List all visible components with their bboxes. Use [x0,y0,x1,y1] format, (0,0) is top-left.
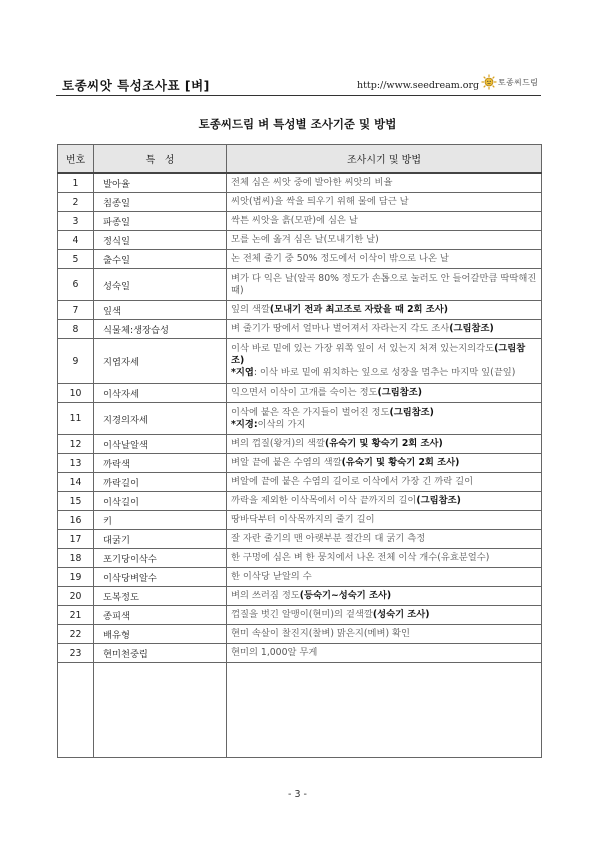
row-method [227,606,542,625]
row-trait: 포기당이삭수 [94,549,227,568]
empty-row [58,663,542,758]
table-body [58,173,542,758]
method-text: (모내기 전과 최고조로 자랐을 때 2회 조사) [269,304,448,315]
row-number: 23 [58,644,94,663]
header-method: 조사시기 및 방법 [227,145,542,174]
method-text: 현미 속살이 찰진지(찰벼) 맑은지(메벼) 확인 [231,628,411,639]
row-method [227,492,542,511]
table-row [58,435,542,454]
row-number: 20 [58,587,94,606]
row-method [227,530,542,549]
method-text: 벼의 껍질(왕겨)의 색깔 [231,438,325,449]
row-method [227,511,542,530]
method-text: 잘 자란 줄기의 맨 아랫부분 절간의 대 굵기 측정 [231,533,426,544]
method-text: 껍질을 벗긴 알맹이(현미)의 겉색깔 [231,609,373,620]
table-row [58,250,542,269]
trait-method-table [57,144,542,758]
method-text: 만큼 딱딱해진 때) [231,272,537,296]
table-row [58,587,542,606]
row-method [227,473,542,492]
row-method [227,549,542,568]
method-text: (성숙기 조사) [372,609,430,620]
row-method [227,587,542,606]
row-number: 18 [58,549,94,568]
row-trait: 이삭당벼알수 [94,568,227,587]
row-number: 22 [58,625,94,644]
row-trait: 이삭날알색 [94,435,227,454]
table-row [58,606,542,625]
table-row [58,384,542,403]
row-trait: 파종일 [94,212,227,231]
brand-logo [481,74,541,92]
row-number: 2 [58,193,94,212]
row-method [227,568,542,587]
row-method [227,625,542,644]
table-row [58,511,542,530]
row-method [227,212,542,231]
method-text: (등숙기~성숙기 조사) [299,590,392,601]
method-text: (유숙기 및 황숙기 2회 조사) [325,438,443,449]
row-number: 11 [58,403,94,435]
method-text: 각도 [476,343,495,354]
row-number: 12 [58,435,94,454]
row-method [227,454,542,473]
table-row [58,625,542,644]
method-text: 이삭 바로 밑에 있는 가장 위쪽 잎이 서 있는지 처져 있는지의 [231,343,477,354]
method-text: *지엽 [231,367,254,378]
row-number: 17 [58,530,94,549]
header-number: 번호 [58,145,94,174]
row-method [227,250,542,269]
logo-text: 토종씨드림 [498,78,539,87]
row-method [227,193,542,212]
table-row [58,549,542,568]
method-text: 모를 논에 옮겨 심은 날(모내기한 날) [231,234,379,245]
empty-cell [94,663,227,758]
table-row [58,339,542,384]
empty-cell [227,663,542,758]
row-number: 21 [58,606,94,625]
method-text: 벼가 다 익은 날(알곡 80% 정도가 손톱으로 눌러도 안 들어갈 [231,272,480,284]
table-row [58,492,542,511]
row-number: 16 [58,511,94,530]
method-text: 전체 심은 씨앗 중에 발아한 씨앗의 비율 [231,177,393,188]
method-text: 벼알 끝에 붙은 수염의 색깔 [231,457,342,468]
method-text: 이삭에 붙은 작은 가지들이 벌어진 정도 [231,406,390,418]
row-number: 6 [58,269,94,301]
table-row [58,212,542,231]
method-text: 벼알에 끝에 붙은 수염의 길이로 이삭에서 가장 긴 까락 길이 [231,476,474,487]
table-row [58,320,542,339]
row-number: 3 [58,212,94,231]
row-method [227,384,542,403]
method-text: 익으면서 이삭이 고개를 숙이는 정도 [231,387,378,398]
row-trait: 대굵기 [94,530,227,549]
method-text: 한 이삭당 낟알의 수 [231,571,312,582]
method-text: : 이삭 바로 밑에 위치하는 잎으로 성장을 멈추는 마지막 잎(끝잎) [253,367,516,378]
table-row [58,403,542,435]
table-row [58,473,542,492]
row-method [227,173,542,193]
row-number: 15 [58,492,94,511]
row-trait: 성숙일 [94,269,227,301]
row-number: 9 [58,339,94,384]
table-row [58,568,542,587]
row-trait: 도복정도 [94,587,227,606]
table-row [58,269,542,301]
row-number: 8 [58,320,94,339]
method-text: (유숙기 및 황숙기 2회 조사) [341,457,460,468]
method-text: 논 전체 줄기 중 50% 정도에서 이삭이 밖으로 나온 날 [231,253,449,264]
row-number: 13 [58,454,94,473]
method-text: 벼의 쓰러짐 정도 [231,590,300,601]
row-method [227,435,542,454]
row-trait: 이삭길이 [94,492,227,511]
method-text: 씨앗(볍씨)을 싹을 틔우기 위해 물에 담근 날 [231,196,409,207]
row-method [227,320,542,339]
row-trait: 잎색 [94,301,227,320]
row-method [227,339,542,384]
table-row [58,644,542,663]
row-trait: 종피색 [94,606,227,625]
method-text: (그림참조) [377,387,422,398]
row-trait: 이삭자세 [94,384,227,403]
row-number: 7 [58,301,94,320]
row-trait: 식물체:생장습성 [94,320,227,339]
row-method [227,644,542,663]
row-number: 1 [58,173,94,193]
header-url[interactable]: http://www.seedream.org [357,80,480,91]
table-row [58,301,542,320]
method-text: 현미의 1,000알 무게 [231,647,318,658]
row-number: 10 [58,384,94,403]
method-text: 벼 줄기가 땅에서 얼마나 벌어져서 자라는지 각도 조사 [231,323,450,334]
row-method [227,231,542,250]
row-trait: 지경의자세 [94,403,227,435]
row-number: 19 [58,568,94,587]
method-text: *지경: [231,418,258,430]
page-number: - 3 - [288,789,307,800]
row-trait: 정식일 [94,231,227,250]
row-method [227,269,542,301]
method-text: 한 구멍에 심은 벼 한 뭉치에서 나온 전체 이삭 개수(유효분얼수) [231,552,490,563]
table-row [58,193,542,212]
row-trait: 키 [94,511,227,530]
row-trait: 까락색 [94,454,227,473]
empty-cell [58,663,94,758]
method-text: (그림참조) [416,495,461,506]
row-trait: 출수일 [94,250,227,269]
method-text: 싹튼 씨앗을 흙(모판)에 심은 날 [231,215,358,226]
table-row [58,530,542,549]
row-trait: 배유형 [94,625,227,644]
row-number: 4 [58,231,94,250]
table-row [58,173,542,193]
row-method [227,301,542,320]
sun-seed-logo-icon [481,74,497,90]
method-text: (그림참조) [231,343,526,366]
row-trait: 발아율 [94,173,227,193]
header-trait: 특 성 [94,145,227,174]
method-text: 땅바닥부터 이삭목까지의 줄기 길이 [231,514,375,525]
row-number: 14 [58,473,94,492]
method-text: 잎의 색깔 [231,304,270,315]
row-method [227,403,542,435]
header-title: 토종씨앗 특성조사표 [벼] [62,78,210,93]
header-divider [56,95,541,96]
row-trait: 침종일 [94,193,227,212]
row-number: 5 [58,250,94,269]
row-trait: 까락길이 [94,473,227,492]
row-trait: 현미천중립 [94,644,227,663]
method-text: 까락을 제외한 이삭목에서 이삭 끝까지의 길이 [231,495,417,506]
row-trait: 지엽자세 [94,339,227,384]
method-text: (그림참조) [389,406,434,418]
method-text: 이삭의 가지 [257,418,306,430]
document-title: 토종씨드림 벼 특성별 조사기준 및 방법 [198,117,397,131]
table-row [58,454,542,473]
table-header-row [58,145,542,174]
method-text: (그림참조) [449,323,494,334]
table-row [58,231,542,250]
